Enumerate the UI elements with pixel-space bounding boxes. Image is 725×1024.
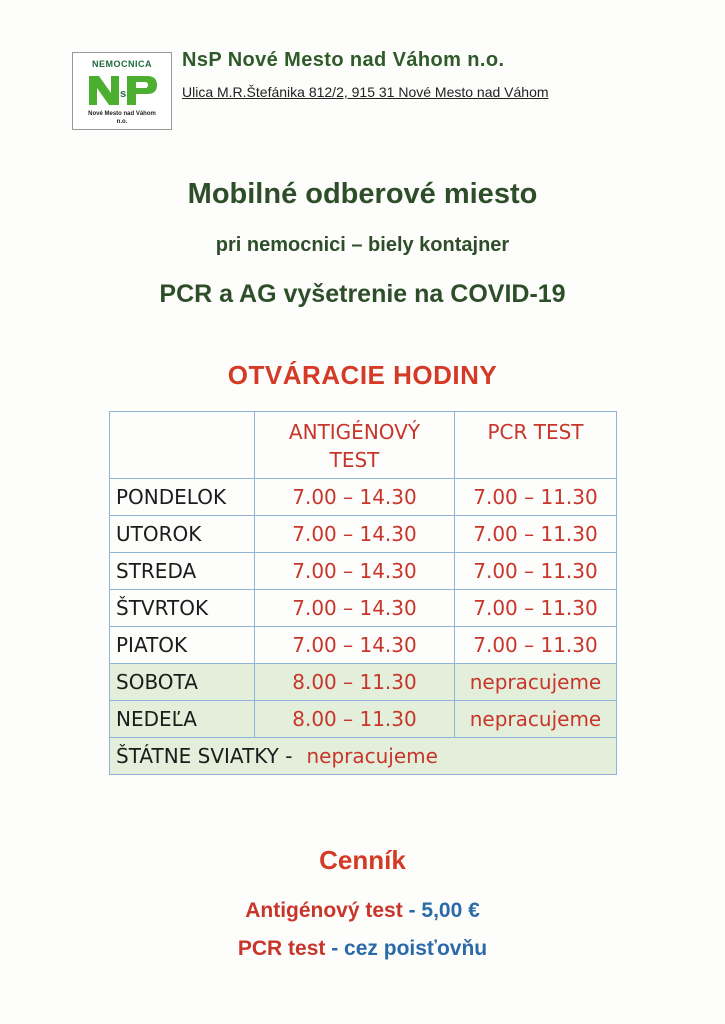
table-row bbox=[110, 553, 617, 590]
table-row bbox=[110, 516, 617, 553]
organization-name: NsP Nové Mesto nad Váhom n.o. bbox=[182, 49, 505, 71]
opening-hours-table bbox=[109, 411, 617, 775]
test-type-title: PCR a AG vyšetrenie na COVID-19 bbox=[159, 280, 566, 308]
day-cell: PONDELOK bbox=[110, 479, 255, 516]
pcr-hours-cell: 7.00 – 11.30 bbox=[455, 627, 617, 664]
logo-np-mark bbox=[85, 73, 161, 107]
header-antigen-line1: ANTIGÉNOVÝ bbox=[288, 420, 421, 444]
pcr-hours-cell: 7.00 – 11.30 bbox=[455, 553, 617, 590]
holiday-label: ŠTÁTNE SVIATKY - bbox=[116, 744, 293, 768]
day-cell: SOBOTA bbox=[110, 664, 255, 701]
antigen-hours-cell: 7.00 – 14.30 bbox=[255, 590, 455, 627]
table-header-row bbox=[110, 412, 617, 479]
holiday-note: nepracujeme bbox=[306, 744, 438, 768]
hospital-logo bbox=[72, 52, 172, 130]
day-cell: PIATOK bbox=[110, 627, 255, 664]
price-item-name: PCR test bbox=[237, 937, 326, 960]
holiday-cell bbox=[110, 738, 617, 775]
pcr-hours-cell: 7.00 – 11.30 bbox=[455, 516, 617, 553]
day-cell: NEDEĽA bbox=[110, 701, 255, 738]
table-row-weekend bbox=[110, 701, 617, 738]
price-list-heading: Cenník bbox=[319, 845, 406, 875]
day-cell: UTOROK bbox=[110, 516, 255, 553]
table-row bbox=[110, 627, 617, 664]
organization-address: Ulica M.R.Štefánika 812/2, 915 31 Nové Mesto nad Váhom bbox=[182, 84, 549, 100]
logo-bottom-line2: n.o. bbox=[116, 119, 128, 125]
price-item-antigen bbox=[0, 899, 725, 923]
day-cell: STREDA bbox=[110, 553, 255, 590]
header-antigen-cell bbox=[255, 412, 455, 479]
page-subtitle: pri nemocnici – biely kontajner bbox=[215, 234, 510, 256]
antigen-hours-cell: 7.00 – 14.30 bbox=[255, 479, 455, 516]
price-item-pcr bbox=[0, 937, 725, 961]
antigen-hours-cell: 8.00 – 11.30 bbox=[255, 664, 455, 701]
table-row bbox=[110, 479, 617, 516]
antigen-hours-cell: 7.00 – 14.30 bbox=[255, 627, 455, 664]
opening-hours-heading: OTVÁRACIE HODINY bbox=[227, 360, 498, 390]
logo-bottom-text bbox=[73, 110, 171, 126]
antigen-hours-cell: 7.00 – 14.30 bbox=[255, 516, 455, 553]
logo-s-letter: s bbox=[119, 88, 127, 100]
table-row bbox=[110, 590, 617, 627]
antigen-hours-cell: 8.00 – 11.30 bbox=[255, 701, 455, 738]
header-pcr-cell: PCR TEST bbox=[455, 412, 617, 479]
logo-bottom-line1: Nové Mesto nad Váhom bbox=[88, 111, 156, 117]
price-item-value: - cez poisťovňu bbox=[331, 937, 488, 960]
header-antigen-line2: TEST bbox=[329, 448, 380, 472]
page-title: Mobilné odberové miesto bbox=[187, 178, 538, 210]
logo-top-text: NEMOCNICA bbox=[92, 59, 152, 69]
pcr-hours-cell: nepracujeme bbox=[455, 664, 617, 701]
pcr-hours-cell: nepracujeme bbox=[455, 701, 617, 738]
pcr-hours-cell: 7.00 – 11.30 bbox=[455, 479, 617, 516]
antigen-hours-cell: 7.00 – 14.30 bbox=[255, 553, 455, 590]
table-row-holidays bbox=[110, 738, 617, 775]
header-empty-cell bbox=[110, 412, 255, 479]
table-row-weekend bbox=[110, 664, 617, 701]
price-item-value: - 5,00 € bbox=[408, 899, 480, 922]
day-cell: ŠTVRTOK bbox=[110, 590, 255, 627]
price-item-name: Antigénový test bbox=[245, 899, 403, 922]
pcr-hours-cell: 7.00 – 11.30 bbox=[455, 590, 617, 627]
